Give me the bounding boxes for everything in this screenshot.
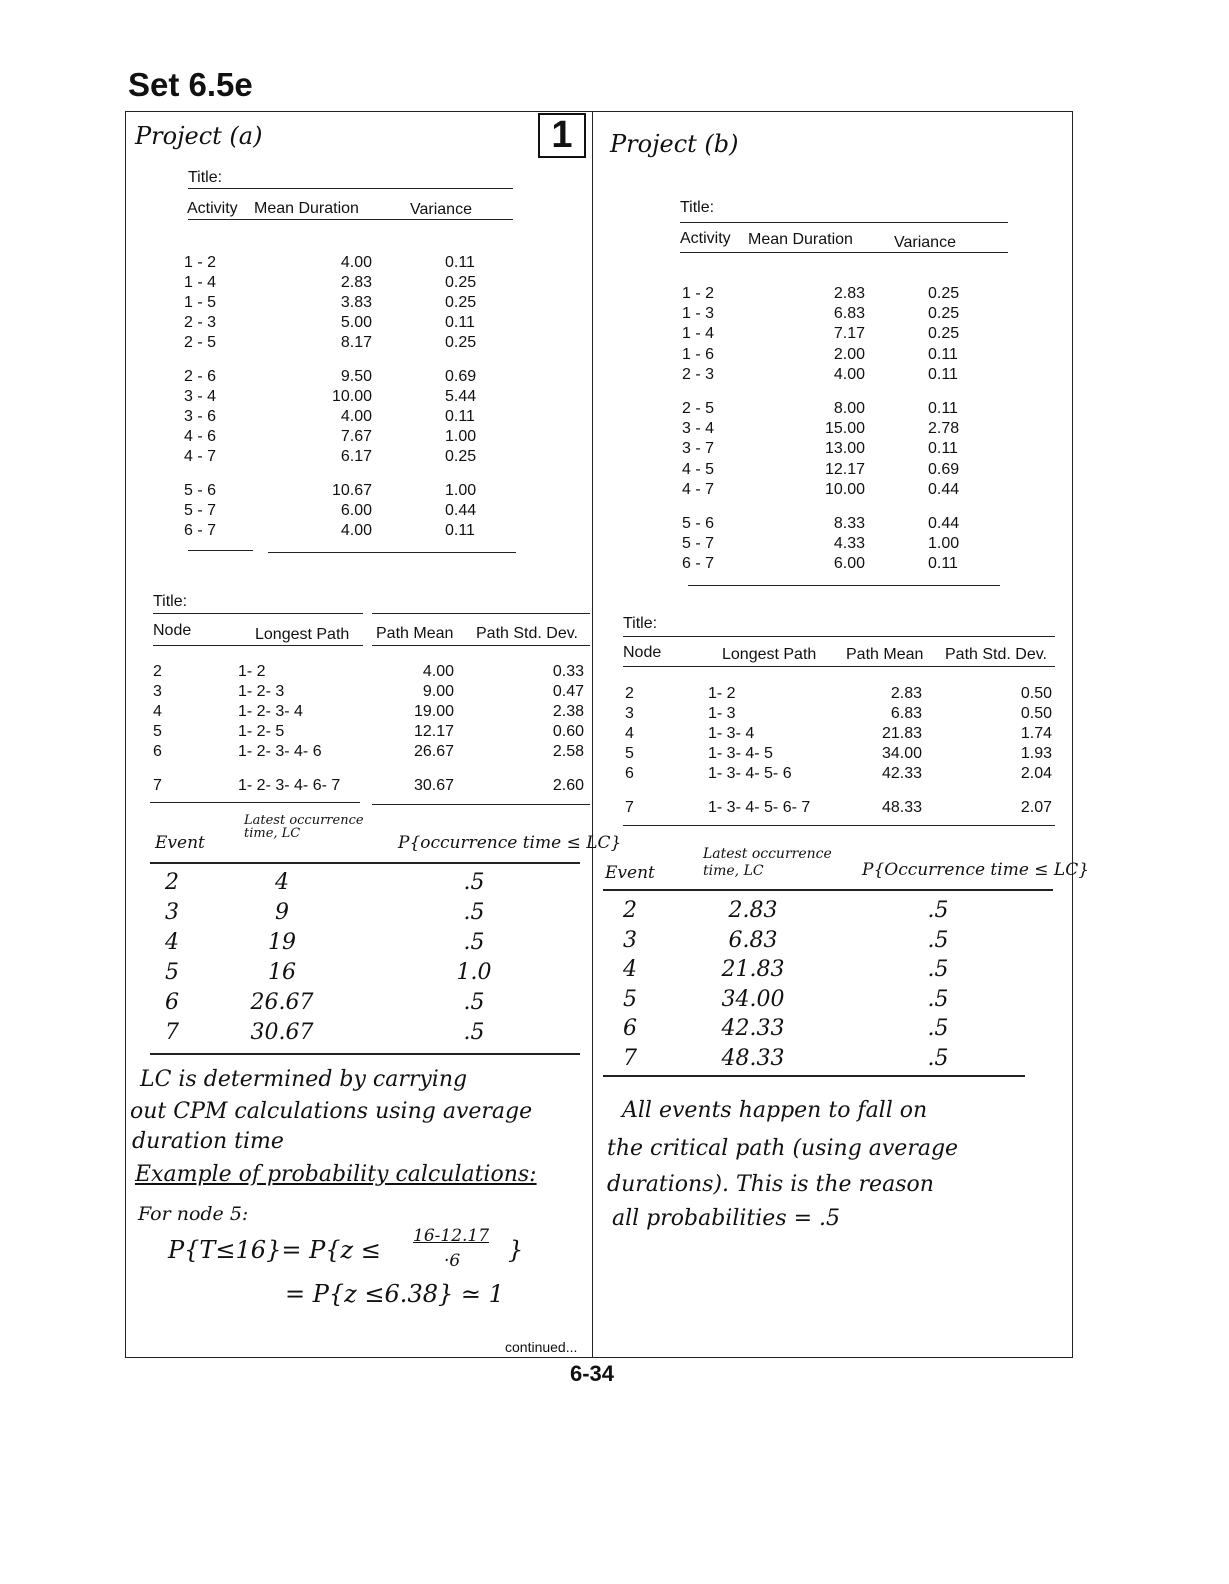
lc-header: Latest occurrence time, LC xyxy=(703,846,832,879)
variance-cell: 0.11 xyxy=(928,365,958,383)
lc-cell: 16 xyxy=(268,960,296,985)
node-cell: 5 xyxy=(625,745,634,762)
longest-path-header: Longest Path xyxy=(722,646,817,663)
lc-cell: 30.67 xyxy=(250,1020,314,1045)
activity-cell: 6 - 7 xyxy=(184,522,217,539)
node-cell: 2 xyxy=(153,663,162,680)
boxed-number: 1 xyxy=(538,113,586,158)
mean-duration-cell: 2.00 xyxy=(833,345,865,363)
lc-header: Latest occurrence time, LC xyxy=(244,813,364,841)
closing-brace: } xyxy=(508,1236,524,1264)
path-mean-header: Path Mean xyxy=(846,646,924,663)
probability-cell: .5 xyxy=(927,957,949,982)
path-table-title: Title: xyxy=(623,615,658,632)
probability-cell: .5 xyxy=(463,870,485,895)
mean-duration-cell: 10.00 xyxy=(824,480,865,498)
note-line: All events happen to fall on xyxy=(622,1098,928,1123)
event-cell: 3 xyxy=(165,900,179,925)
activity-cell: 2 - 3 xyxy=(184,314,217,331)
path-mean-cell: 34.00 xyxy=(881,745,922,762)
path-std-header: Path Std. Dev. xyxy=(945,646,1047,663)
activity-cell: 2 - 6 xyxy=(184,368,217,385)
node-cell: 4 xyxy=(153,703,162,720)
activity-cell: 2 - 5 xyxy=(184,334,217,351)
note-line: all probabilities = .5 xyxy=(612,1206,841,1231)
lc-cell: 4 xyxy=(275,870,289,895)
event-cell: 7 xyxy=(623,1045,637,1071)
path-mean-cell: 4.00 xyxy=(422,663,454,680)
variance-cell: 0.44 xyxy=(445,502,477,519)
node-cell: 5 xyxy=(153,723,162,740)
event-header: Event xyxy=(155,833,205,853)
activity-cell: 3 - 6 xyxy=(184,408,217,425)
event-cell: 3 xyxy=(623,927,637,953)
mean-duration-cell: 2.83 xyxy=(833,285,865,302)
activity-cell: 1 - 2 xyxy=(682,285,715,302)
probability-cell: .5 xyxy=(463,990,485,1015)
column-divider xyxy=(592,111,593,1358)
longest-path-cell: 1- 2- 3 xyxy=(238,683,285,700)
longest-path-cell: 1- 2 xyxy=(708,685,736,702)
path-mean-cell: 19.00 xyxy=(413,703,454,720)
activity-table-title: Title: xyxy=(188,169,223,186)
probability-cell: .5 xyxy=(927,986,949,1012)
activity-cell: 3 - 4 xyxy=(184,388,217,405)
variance-cell: 2.78 xyxy=(928,420,960,438)
activity-cell: 1 - 3 xyxy=(682,305,715,323)
path-mean-cell: 48.33 xyxy=(881,799,922,816)
example-heading: Example of probability calculations: xyxy=(135,1162,537,1187)
mean-duration-cell: 4.00 xyxy=(833,365,865,383)
activity-cell: 1 - 4 xyxy=(184,274,217,291)
mean-duration-cell: 6.00 xyxy=(340,502,372,519)
variance-cell: 0.11 xyxy=(928,555,958,573)
longest-path-cell: 1- 2- 5 xyxy=(238,723,285,740)
path-mean-cell: 6.83 xyxy=(890,705,922,722)
variance-cell: 0.11 xyxy=(445,522,475,539)
activity-cell: 6 - 7 xyxy=(682,555,715,573)
activity-cell: 2 - 5 xyxy=(682,400,715,417)
activity-header: Activity xyxy=(680,230,731,247)
path-std-cell: 0.47 xyxy=(552,683,584,700)
mean-duration-cell: 4.00 xyxy=(340,408,372,425)
variance-cell: 0.25 xyxy=(445,274,477,291)
mean-duration-cell: 9.50 xyxy=(340,368,372,385)
set-title: Set 6.5e xyxy=(128,66,253,103)
variance-cell: 0.25 xyxy=(928,325,960,343)
mean-duration-cell: 4.33 xyxy=(833,535,865,553)
variance-header: Variance xyxy=(894,234,956,251)
activity-cell: 5 - 6 xyxy=(682,515,715,532)
note-line: durations). This is the reason xyxy=(607,1172,934,1197)
probability-header: P{occurrence time ≤ LC} xyxy=(398,833,622,853)
path-std-cell: 2.04 xyxy=(1020,765,1052,782)
event-cell: 4 xyxy=(165,930,179,955)
path-mean-cell: 2.83 xyxy=(890,685,922,702)
longest-path-cell: 1- 2 xyxy=(238,663,266,680)
path-mean-cell: 12.17 xyxy=(413,723,454,740)
variance-cell: 0.69 xyxy=(928,460,960,478)
path-std-cell: 2.58 xyxy=(552,743,584,760)
lc-cell: 21.83 xyxy=(721,957,785,982)
event-cell: 7 xyxy=(165,1020,179,1045)
variance-cell: 0.11 xyxy=(445,314,475,331)
mean-duration-cell: 6.83 xyxy=(833,305,865,323)
node-cell: 6 xyxy=(625,765,634,782)
mean-duration-cell: 5.00 xyxy=(340,314,372,331)
fraction-numerator: 16-12.17 xyxy=(413,1226,490,1246)
variance-cell: 0.25 xyxy=(445,294,477,311)
variance-cell: 1.00 xyxy=(445,428,477,445)
variance-header: Variance xyxy=(410,201,472,218)
longest-path-cell: 1- 3- 4- 5 xyxy=(708,745,773,762)
path-std-cell: 0.50 xyxy=(1020,705,1052,722)
longest-path-cell: 1- 2- 3- 4 xyxy=(238,703,303,720)
variance-cell: 0.11 xyxy=(928,440,958,458)
mean-duration-cell: 8.17 xyxy=(340,334,372,351)
activity-cell: 1 - 4 xyxy=(682,325,715,343)
probability-cell: 1.0 xyxy=(456,960,492,985)
mean-duration-cell: 8.33 xyxy=(833,515,865,532)
note-line: For node 5: xyxy=(138,1203,249,1225)
mean-duration-header: Mean Duration xyxy=(254,200,359,217)
longest-path-cell: 1- 3- 4 xyxy=(708,725,755,742)
mean-duration-cell: 15.00 xyxy=(824,420,865,438)
event-cell: 2 xyxy=(623,898,637,923)
probability-cell: .5 xyxy=(463,930,485,955)
path-std-cell: 1.93 xyxy=(1020,745,1052,762)
activity-cell: 4 - 5 xyxy=(682,460,715,478)
longest-path-cell: 1- 3- 4- 5- 6 xyxy=(708,765,792,782)
lc-cell: 19 xyxy=(268,930,296,955)
activity-cell: 4 - 6 xyxy=(184,428,217,445)
mean-duration-cell: 10.00 xyxy=(331,388,372,405)
variance-cell: 0.11 xyxy=(445,254,475,271)
mean-duration-header: Mean Duration xyxy=(748,231,853,248)
mean-duration-cell: 8.00 xyxy=(833,400,865,417)
activity-cell: 2 - 3 xyxy=(682,365,715,383)
activity-cell: 5 - 6 xyxy=(184,482,217,499)
probability-cell: .5 xyxy=(927,898,949,923)
variance-cell: 0.44 xyxy=(928,515,960,532)
activity-header: Activity xyxy=(187,200,238,217)
mean-duration-cell: 6.00 xyxy=(833,555,865,573)
event-cell: 2 xyxy=(165,870,179,895)
mean-duration-cell: 3.83 xyxy=(340,294,372,311)
longest-path-cell: 1- 2- 3- 4- 6 xyxy=(238,743,322,760)
lc-cell: 48.33 xyxy=(721,1045,785,1071)
activity-cell: 4 - 7 xyxy=(184,448,217,465)
activity-cell: 3 - 7 xyxy=(682,440,715,458)
mean-duration-cell: 7.17 xyxy=(833,325,865,343)
node-header: Node xyxy=(153,622,192,639)
mean-duration-cell: 7.67 xyxy=(340,428,372,445)
lc-cell: 6.83 xyxy=(728,927,778,953)
event-cell: 6 xyxy=(623,1016,637,1041)
event-cell: 4 xyxy=(623,957,637,982)
path-std-cell: 2.60 xyxy=(552,777,584,794)
path-mean-cell: 30.67 xyxy=(413,777,454,794)
event-cell: 5 xyxy=(165,960,179,985)
node-cell: 3 xyxy=(625,705,634,722)
variance-cell: 1.00 xyxy=(445,482,477,499)
probability-cell: .5 xyxy=(927,927,949,953)
node-cell: 6 xyxy=(153,743,162,760)
lc-cell: 34.00 xyxy=(721,986,785,1012)
variance-cell: 5.44 xyxy=(445,388,477,405)
node-cell: 2 xyxy=(625,685,634,702)
probability-result: = P{z ≤6.38} ≃ 1 xyxy=(285,1280,504,1308)
variance-cell: 0.25 xyxy=(445,448,477,465)
activity-cell: 3 - 4 xyxy=(682,420,715,438)
path-mean-header: Path Mean xyxy=(376,625,454,642)
variance-cell: 0.11 xyxy=(928,400,958,417)
lc-cell: 26.67 xyxy=(250,990,314,1015)
activity-cell: 5 - 7 xyxy=(682,535,715,553)
activity-table-title: Title: xyxy=(680,199,715,216)
lc-cell: 2.83 xyxy=(728,898,778,923)
event-header: Event xyxy=(605,863,655,883)
variance-cell: 0.25 xyxy=(928,285,960,302)
longest-path-cell: 1- 2- 3- 4- 6- 7 xyxy=(238,777,341,794)
note-line: LC is determined by carrying xyxy=(140,1067,468,1092)
path-std-cell: 0.50 xyxy=(1020,685,1052,702)
path-std-cell: 1.74 xyxy=(1020,725,1052,742)
path-std-cell: 0.60 xyxy=(552,723,584,740)
node-header: Node xyxy=(623,644,662,661)
path-mean-cell: 9.00 xyxy=(422,683,454,700)
path-mean-cell: 21.83 xyxy=(881,725,922,742)
longest-path-cell: 1- 3- 4- 5- 6- 7 xyxy=(708,799,811,816)
variance-cell: 1.00 xyxy=(928,535,960,553)
activity-cell: 4 - 7 xyxy=(682,480,715,498)
variance-cell: 0.11 xyxy=(445,408,475,425)
path-table-title: Title: xyxy=(153,593,188,610)
mean-duration-cell: 13.00 xyxy=(824,440,865,458)
variance-cell: 0.25 xyxy=(445,334,477,351)
path-mean-cell: 42.33 xyxy=(881,765,922,782)
variance-cell: 0.44 xyxy=(928,480,960,498)
probability-cell: .5 xyxy=(463,1020,485,1045)
note-line: duration time xyxy=(132,1129,284,1154)
continued-label: continued... xyxy=(505,1339,578,1355)
path-std-header: Path Std. Dev. xyxy=(476,625,578,642)
mean-duration-cell: 12.17 xyxy=(824,460,865,478)
mean-duration-cell: 2.83 xyxy=(340,274,372,291)
event-cell: 5 xyxy=(623,986,637,1012)
probability-cell: .5 xyxy=(463,900,485,925)
path-mean-cell: 26.67 xyxy=(413,743,454,760)
path-std-cell: 0.33 xyxy=(552,663,584,680)
probability-header: P{Occurrence time ≤ LC} xyxy=(862,860,1090,880)
project-b-label: Project (b) xyxy=(610,130,739,158)
note-line: out CPM calculations using average xyxy=(130,1099,533,1124)
mean-duration-cell: 10.67 xyxy=(331,482,372,499)
longest-path-cell: 1- 3 xyxy=(708,705,736,722)
node-cell: 4 xyxy=(625,725,634,742)
mean-duration-cell: 4.00 xyxy=(340,522,372,539)
project-a-label: Project (a) xyxy=(135,122,263,150)
probability-cell: .5 xyxy=(927,1045,949,1071)
probability-equation: P{T≤16}= P{z ≤ xyxy=(168,1236,381,1264)
lc-cell: 42.33 xyxy=(721,1016,785,1041)
activity-cell: 1 - 5 xyxy=(184,294,217,311)
activity-cell: 1 - 6 xyxy=(682,345,715,363)
variance-cell: 0.69 xyxy=(445,368,477,385)
variance-cell: 0.11 xyxy=(928,345,958,363)
note-line: the critical path (using average xyxy=(607,1136,959,1161)
probability-cell: .5 xyxy=(927,1016,949,1041)
node-cell: 7 xyxy=(625,799,634,816)
longest-path-header: Longest Path xyxy=(255,626,350,643)
variance-cell: 0.25 xyxy=(928,305,960,323)
activity-cell: 5 - 7 xyxy=(184,502,217,519)
node-cell: 7 xyxy=(153,777,162,794)
event-cell: 6 xyxy=(165,990,179,1015)
activity-cell: 1 - 2 xyxy=(184,254,217,271)
node-cell: 3 xyxy=(153,683,162,700)
path-std-cell: 2.38 xyxy=(552,703,584,720)
path-std-cell: 2.07 xyxy=(1020,799,1052,816)
page-number: 6-34 xyxy=(570,1361,615,1386)
lc-cell: 9 xyxy=(275,900,289,925)
fraction-denominator: ·6 xyxy=(444,1251,461,1271)
mean-duration-cell: 6.17 xyxy=(340,448,372,465)
mean-duration-cell: 4.00 xyxy=(340,254,372,271)
